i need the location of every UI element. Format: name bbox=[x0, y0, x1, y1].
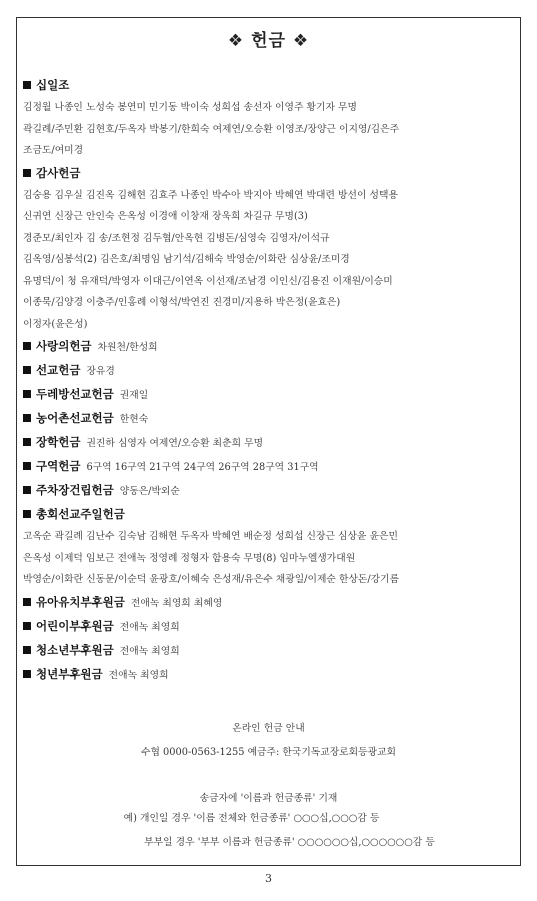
section-title: 십일조 bbox=[36, 78, 70, 92]
square-bullet-icon bbox=[23, 486, 31, 494]
section-names-inline: 전애녹 최영희 최혜영 bbox=[130, 597, 223, 609]
names-line: 은옥성 이제덕 임보근 전애녹 정영례 정형자 함용숙 무명(8) 임마누엘생가대원 bbox=[23, 552, 356, 564]
square-bullet-icon bbox=[23, 622, 31, 630]
square-bullet-icon bbox=[23, 598, 31, 606]
section-title: 사랑의헌금 bbox=[36, 339, 92, 353]
names-line: 김숭용 김우실 김진옥 김해현 김효주 나종인 박수아 박지아 박혜연 박대련 방선이 성택용 bbox=[23, 189, 398, 201]
section-heading bbox=[23, 335, 495, 359]
names-line: 곽길례/주민환 김현호/두옥자 박봉기/한희숙 여제연/오승환 이영조/장양근 이지영/김은주 bbox=[23, 123, 400, 135]
section-title: 주차장건립헌금 bbox=[36, 483, 114, 497]
section-names-inline: 전애녹 최영희 bbox=[108, 669, 169, 681]
section-names-inline: 양동은/박외순 bbox=[119, 486, 180, 497]
square-bullet-icon bbox=[23, 438, 31, 446]
section-title: 유아유치부후원금 bbox=[36, 594, 125, 609]
page-title: ❖ 헌금 ❖ bbox=[227, 31, 310, 51]
square-bullet-icon bbox=[23, 169, 31, 177]
online-account: 수협 0000-0563-1255 예금주: 한국기독교장로회등광교회 bbox=[141, 747, 396, 758]
section-names-inline: 전애녹 최영희 bbox=[119, 645, 180, 657]
offering-list bbox=[23, 74, 495, 687]
square-bullet-icon bbox=[23, 414, 31, 422]
section-title: 청소년부후원금 bbox=[36, 642, 114, 657]
names-line: 신귀연 신장근 안인숙 은옥성 이경애 이창재 장욱희 차길규 무명(3) bbox=[23, 211, 308, 222]
names-line: 유명덕/이 청 유재덕/박영자 이대근/이연옥 이선재/조남경 이인신/김용진 이재원/이승미 bbox=[23, 275, 393, 287]
online-example-couple: 부부일 경우 '부부 이름과 헌금종류' ○○○○○○십,○○○○○○감 등 bbox=[144, 837, 435, 848]
online-title: 온라인 헌금 안내 bbox=[232, 723, 305, 734]
section-title: 어린이부후원금 bbox=[36, 618, 114, 633]
square-bullet-icon bbox=[23, 366, 31, 374]
section-names-inline: 장유경 bbox=[86, 366, 115, 377]
names-line: 경준모/최인자 김 송/조현정 김두협/안옥현 김병돈/심영숙 김영자/이석규 bbox=[23, 232, 330, 244]
section-heading bbox=[23, 615, 495, 639]
section-names-inline: 권재일 bbox=[119, 390, 149, 401]
section-names-inline: 권진하 심영자 여제연/오승환 최춘희 무명 bbox=[86, 438, 264, 449]
section-heading bbox=[23, 663, 495, 687]
page-number: 3 bbox=[265, 872, 272, 885]
section-title: 감사헌금 bbox=[36, 165, 81, 180]
names-line: 조금도/여미경 bbox=[23, 145, 84, 156]
names-line: 김옥영/심봉석(2) 김은호/최명임 남기석/김해숙 박영순/이화란 심상윤/조미경 bbox=[23, 254, 350, 265]
section-title: 청년부후원금 bbox=[36, 666, 103, 681]
section-heading bbox=[23, 383, 495, 407]
section-heading bbox=[23, 74, 495, 97]
square-bullet-icon bbox=[23, 342, 31, 350]
square-bullet-icon bbox=[23, 81, 31, 89]
section-title: 장학헌금 bbox=[36, 435, 81, 449]
section-heading bbox=[23, 431, 495, 455]
section-title: 총회선교주일헌금 bbox=[36, 507, 125, 521]
section-heading bbox=[23, 162, 495, 185]
names-line: 고옥순 곽길례 김난수 김숙남 김해현 두옥자 박혜연 배순정 성희섭 신장근 심상윤 윤은민 bbox=[23, 531, 398, 542]
section-names-inline: 6구역 16구역 21구역 24구역 26구역 28구역 31구역 bbox=[86, 462, 319, 473]
section-title: 농어촌선교헌금 bbox=[36, 411, 114, 425]
square-bullet-icon bbox=[23, 510, 31, 518]
names-line: 김정월 나종인 노성숙 봉연미 민기동 박이숙 성희섭 송선자 이영주 황기자 무명 bbox=[23, 102, 357, 113]
section-title: 두레방선교헌금 bbox=[36, 387, 114, 401]
online-note: 송금자에 '이름과 헌금종류' 기재 bbox=[199, 793, 338, 804]
section-heading bbox=[23, 359, 495, 383]
section-heading bbox=[23, 455, 495, 479]
square-bullet-icon bbox=[23, 390, 31, 398]
section-title: 구역헌금 bbox=[36, 459, 81, 473]
section-heading bbox=[23, 407, 495, 431]
section-names-inline: 전애녹 최영희 bbox=[119, 621, 180, 633]
section-title: 선교헌금 bbox=[36, 363, 81, 377]
online-example-personal: 예) 개인일 경우 '이름 전체와 헌금종류' ○○○십,○○○감 등 bbox=[123, 813, 380, 824]
section-heading bbox=[23, 479, 495, 503]
names-line: 이정자(윤은성) bbox=[23, 318, 88, 330]
section-names-inline: 한현숙 bbox=[119, 414, 149, 425]
square-bullet-icon bbox=[23, 670, 31, 678]
section-heading bbox=[23, 639, 495, 663]
section-names-inline: 차원천/한성희 bbox=[97, 342, 158, 353]
section-heading bbox=[23, 503, 495, 526]
names-line: 박영순/이화란 신동문/이순덕 윤광호/이혜숙 은성재/유은수 채광일/이제순 한상돈/강기름 bbox=[23, 574, 400, 585]
square-bullet-icon bbox=[23, 646, 31, 654]
section-heading bbox=[23, 591, 495, 615]
names-line: 이종묵/김양경 이충주/인홍례 이형석/박연진 진경미/지용하 박은정(윤효은) bbox=[23, 297, 341, 308]
square-bullet-icon bbox=[23, 462, 31, 470]
